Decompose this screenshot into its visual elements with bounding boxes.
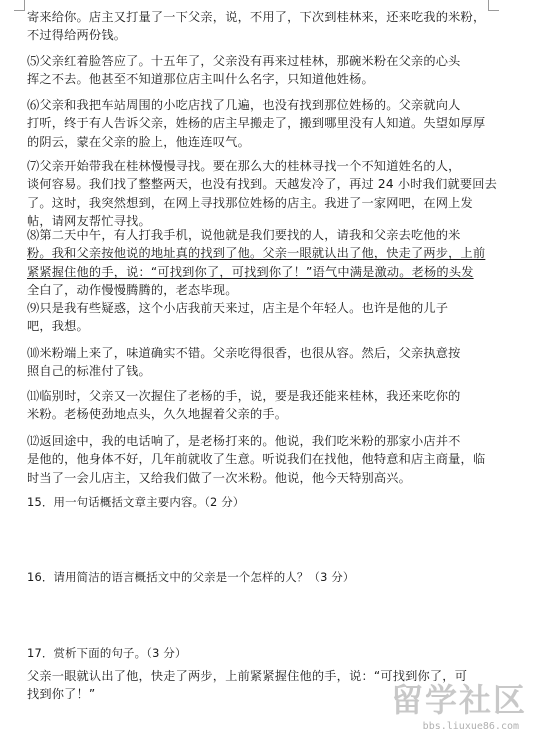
text-line: 谈何容易。我们找了整整两天，也没有找到。天越发冷了，再过 24 小时我们就要回去 [27,177,498,192]
text-line: ⑾临别时，父亲又一次握住了老杨的手，说，要是我还能来桂林，我还来吃你的 [27,389,461,403]
text-line: ⑺父亲开始带我在桂林慢慢寻找。要在那么大的桂林寻找一个不知道姓名的人， [27,159,461,173]
watermark-title: 留学社区 [390,681,527,719]
text-line: 找到你了！” [27,687,96,702]
text-line: 不过得给两份钱。 [27,28,127,43]
text-line: 父亲一眼就认出了他，快走了两步，上前紧紧握住他的手，说：“可找到你了，可 [27,669,468,683]
paragraph-5 [27,52,521,89]
watermark-url: bbs.liuxue86.com [422,721,519,732]
question-16 [27,568,521,586]
paragraph-10 [27,344,521,381]
text-line: 的阴云，蒙在父亲的脸上，他连连叹气。 [27,134,250,149]
paragraph-6 [27,96,521,151]
text-line: ⑿返回途中，我的电话响了，是老杨打来的。他说，我们吃米粉的那家小店并不 [27,434,461,448]
text-line: 吧，我想。 [27,319,89,334]
text-line: 寄来给你。店主又打量了一下父亲，说，不用了，下次到桂林来，还来吃我的米粉， [27,10,486,24]
page-corner-mark-left [14,0,25,11]
text-line: ⑻第二天中午，有人打我手机，说他就是我们要找的人，请我和父亲去吃他的米 [27,228,461,242]
text-line: ⑼只是我有些疑惑，这个小店我前天来过，店主是个年轻人。也许是他的儿子 [27,301,449,315]
paragraph-7 [27,157,521,231]
text-line: ⑸父亲红着脸答应了。十五年了，父亲没有再来过桂林，那碗米粉在父亲的心头 [27,54,461,68]
text-line: ⑽米粉端上来了，味道确实不错。父亲吃得很香，也很从容。然后，父亲执意按 [27,346,461,360]
paragraph-9 [27,299,521,336]
watermark [347,675,527,739]
question-text: 16．请用简洁的语言概括文中的父亲是一个怎样的人？（3 分） [27,570,355,584]
question-17 [27,644,521,662]
paragraph-continuation [27,8,521,45]
text-line: 打听，终于有人告诉父亲，姓杨的店主早搬走了，搬到哪里没有人知道。失望如厚厚 [27,116,486,131]
text-line: 照自己的标准付了钱。 [27,364,151,379]
text-line: 全白了，动作慢慢腾腾的，老态毕现。 [27,283,238,298]
question-text: 15．用一句话概括文章主要内容。（2 分） [27,495,245,509]
underlined-text-line: 粉。我和父亲按他说的地址真的找到了他。父亲一眼就认出了他，快走了两步，上前 [27,246,486,261]
question-text: 17．赏析下面的句子。（3 分） [27,646,187,660]
paragraph-12 [27,432,521,487]
text-line: ⑹父亲和我把车站周围的小吃店找了几遍，也没有找到那位姓杨的。父亲就向人 [27,98,461,112]
text-line: 时当了一会儿店主，又给我们做了一次米粉。他说，他今天特别高兴。 [27,470,412,485]
question-15 [27,493,521,511]
text-line: 挥之不去。他甚至不知道那位店主叫什么名字，只知道他姓杨。 [27,72,374,87]
paragraph-11 [27,387,521,424]
text-line: 帖，请网友帮忙寻找。 [27,214,151,229]
paragraph-8 [27,226,521,300]
text-line: 是他的，他身体不好，几年前就收了生意。听说我们在找他，他特意和店主商量，临 [27,452,486,467]
underlined-text-line: 紧紧握住他的手，说：“可找到你了，可找到你了！”语气中满是激动。老杨的头发 [27,264,474,279]
text-line: 了。这时，我突然想到，在网上寻找那位姓杨的店主。我进了一家网吧，在网上发 [27,195,473,210]
text-line: 米粉。老杨使劲地点头，久久地握着父亲的手。 [27,407,288,422]
